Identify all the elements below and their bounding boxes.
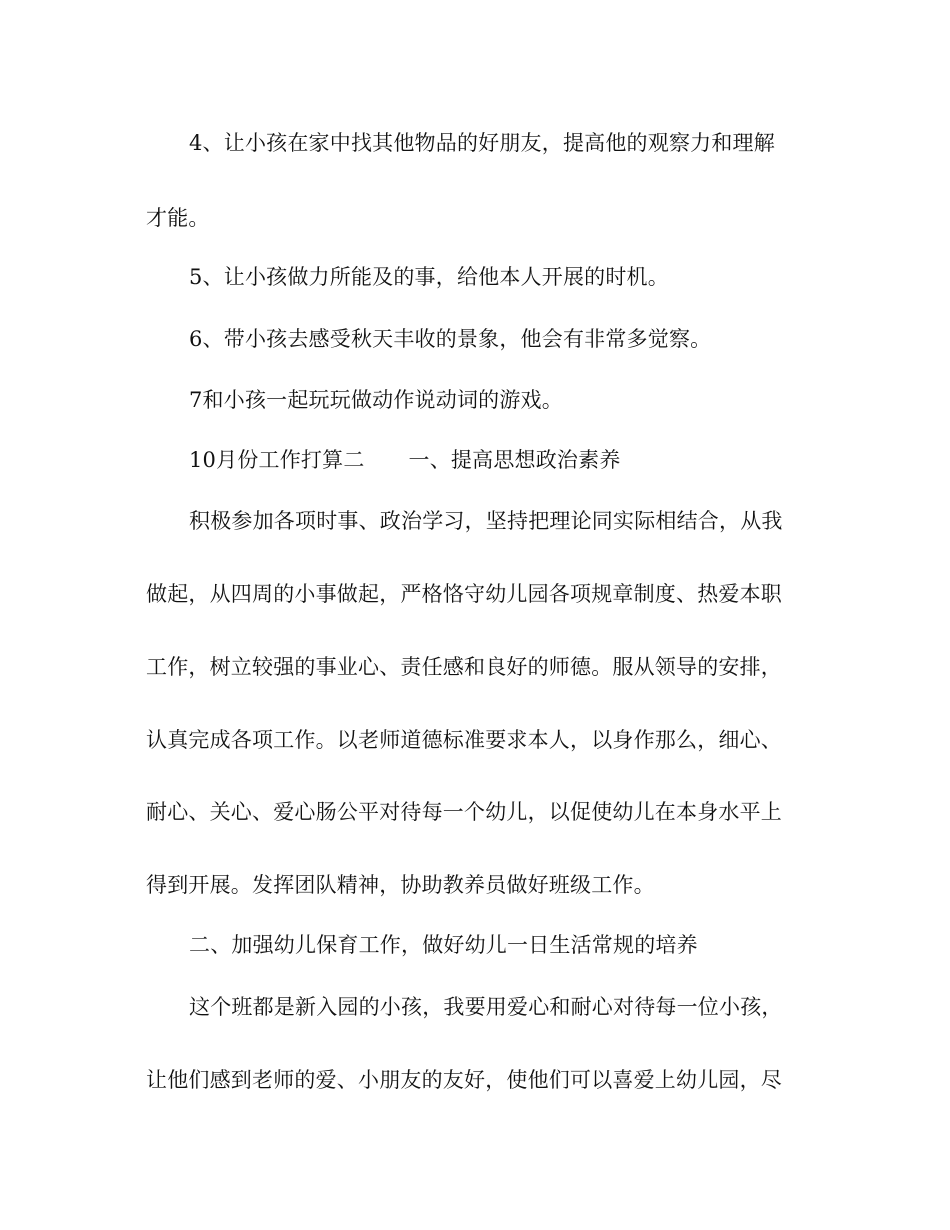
heading-title: 10月份工作打算二 [189, 448, 365, 472]
paragraph-line: 让他们感到老师的爱、小朋友的友好，使他们可以喜爱上幼儿园，尽 [146, 1068, 782, 1092]
paragraph-line: 工作，树立较强的事业心、责任感和良好的师德。服从领导的安排， [146, 655, 782, 679]
paragraph-line: 5、让小孩做力所能及的事，给他本人开展的时机。 [189, 265, 669, 289]
paragraph-line: 得到开展。发挥团队精神，协助教养员做好班级工作。 [146, 873, 655, 897]
paragraph-line: 积极参加各项时事、政治学习，坚持把理论同实际相结合，从我 [189, 509, 783, 533]
paragraph-line: 7和小孩一起玩玩做动作说动词的游戏。 [189, 388, 563, 412]
paragraph-line: 这个班都是新入园的小孩，我要用爱心和耐心对待每一位小孩， [189, 995, 783, 1019]
section-heading [189, 450, 621, 471]
paragraph-line: 4、让小孩在家中找其他物品的好朋友，提高他的观察力和理解 [189, 131, 775, 155]
paragraph-line: 认真完成各项工作。以老师道德标准要求本人，以身作那么，细心、 [146, 728, 782, 752]
paragraph-line: 6、带小孩去感受秋天丰收的景象，他会有非常多觉察。 [189, 327, 712, 351]
heading-section: 一、提高思想政治素养 [408, 448, 621, 472]
paragraph-line: 才能。 [146, 206, 210, 230]
paragraph-line: 耐心、关心、爱心肠公平对待每一个幼儿，以促使幼儿在本身水平上 [146, 800, 782, 824]
paragraph-line: 做起，从四周的小事做起，严格恪守幼儿园各项规章制度、热爱本职 [146, 582, 782, 606]
section-heading: 二、加强幼儿保育工作，做好幼儿一日生活常规的培养 [189, 933, 698, 957]
